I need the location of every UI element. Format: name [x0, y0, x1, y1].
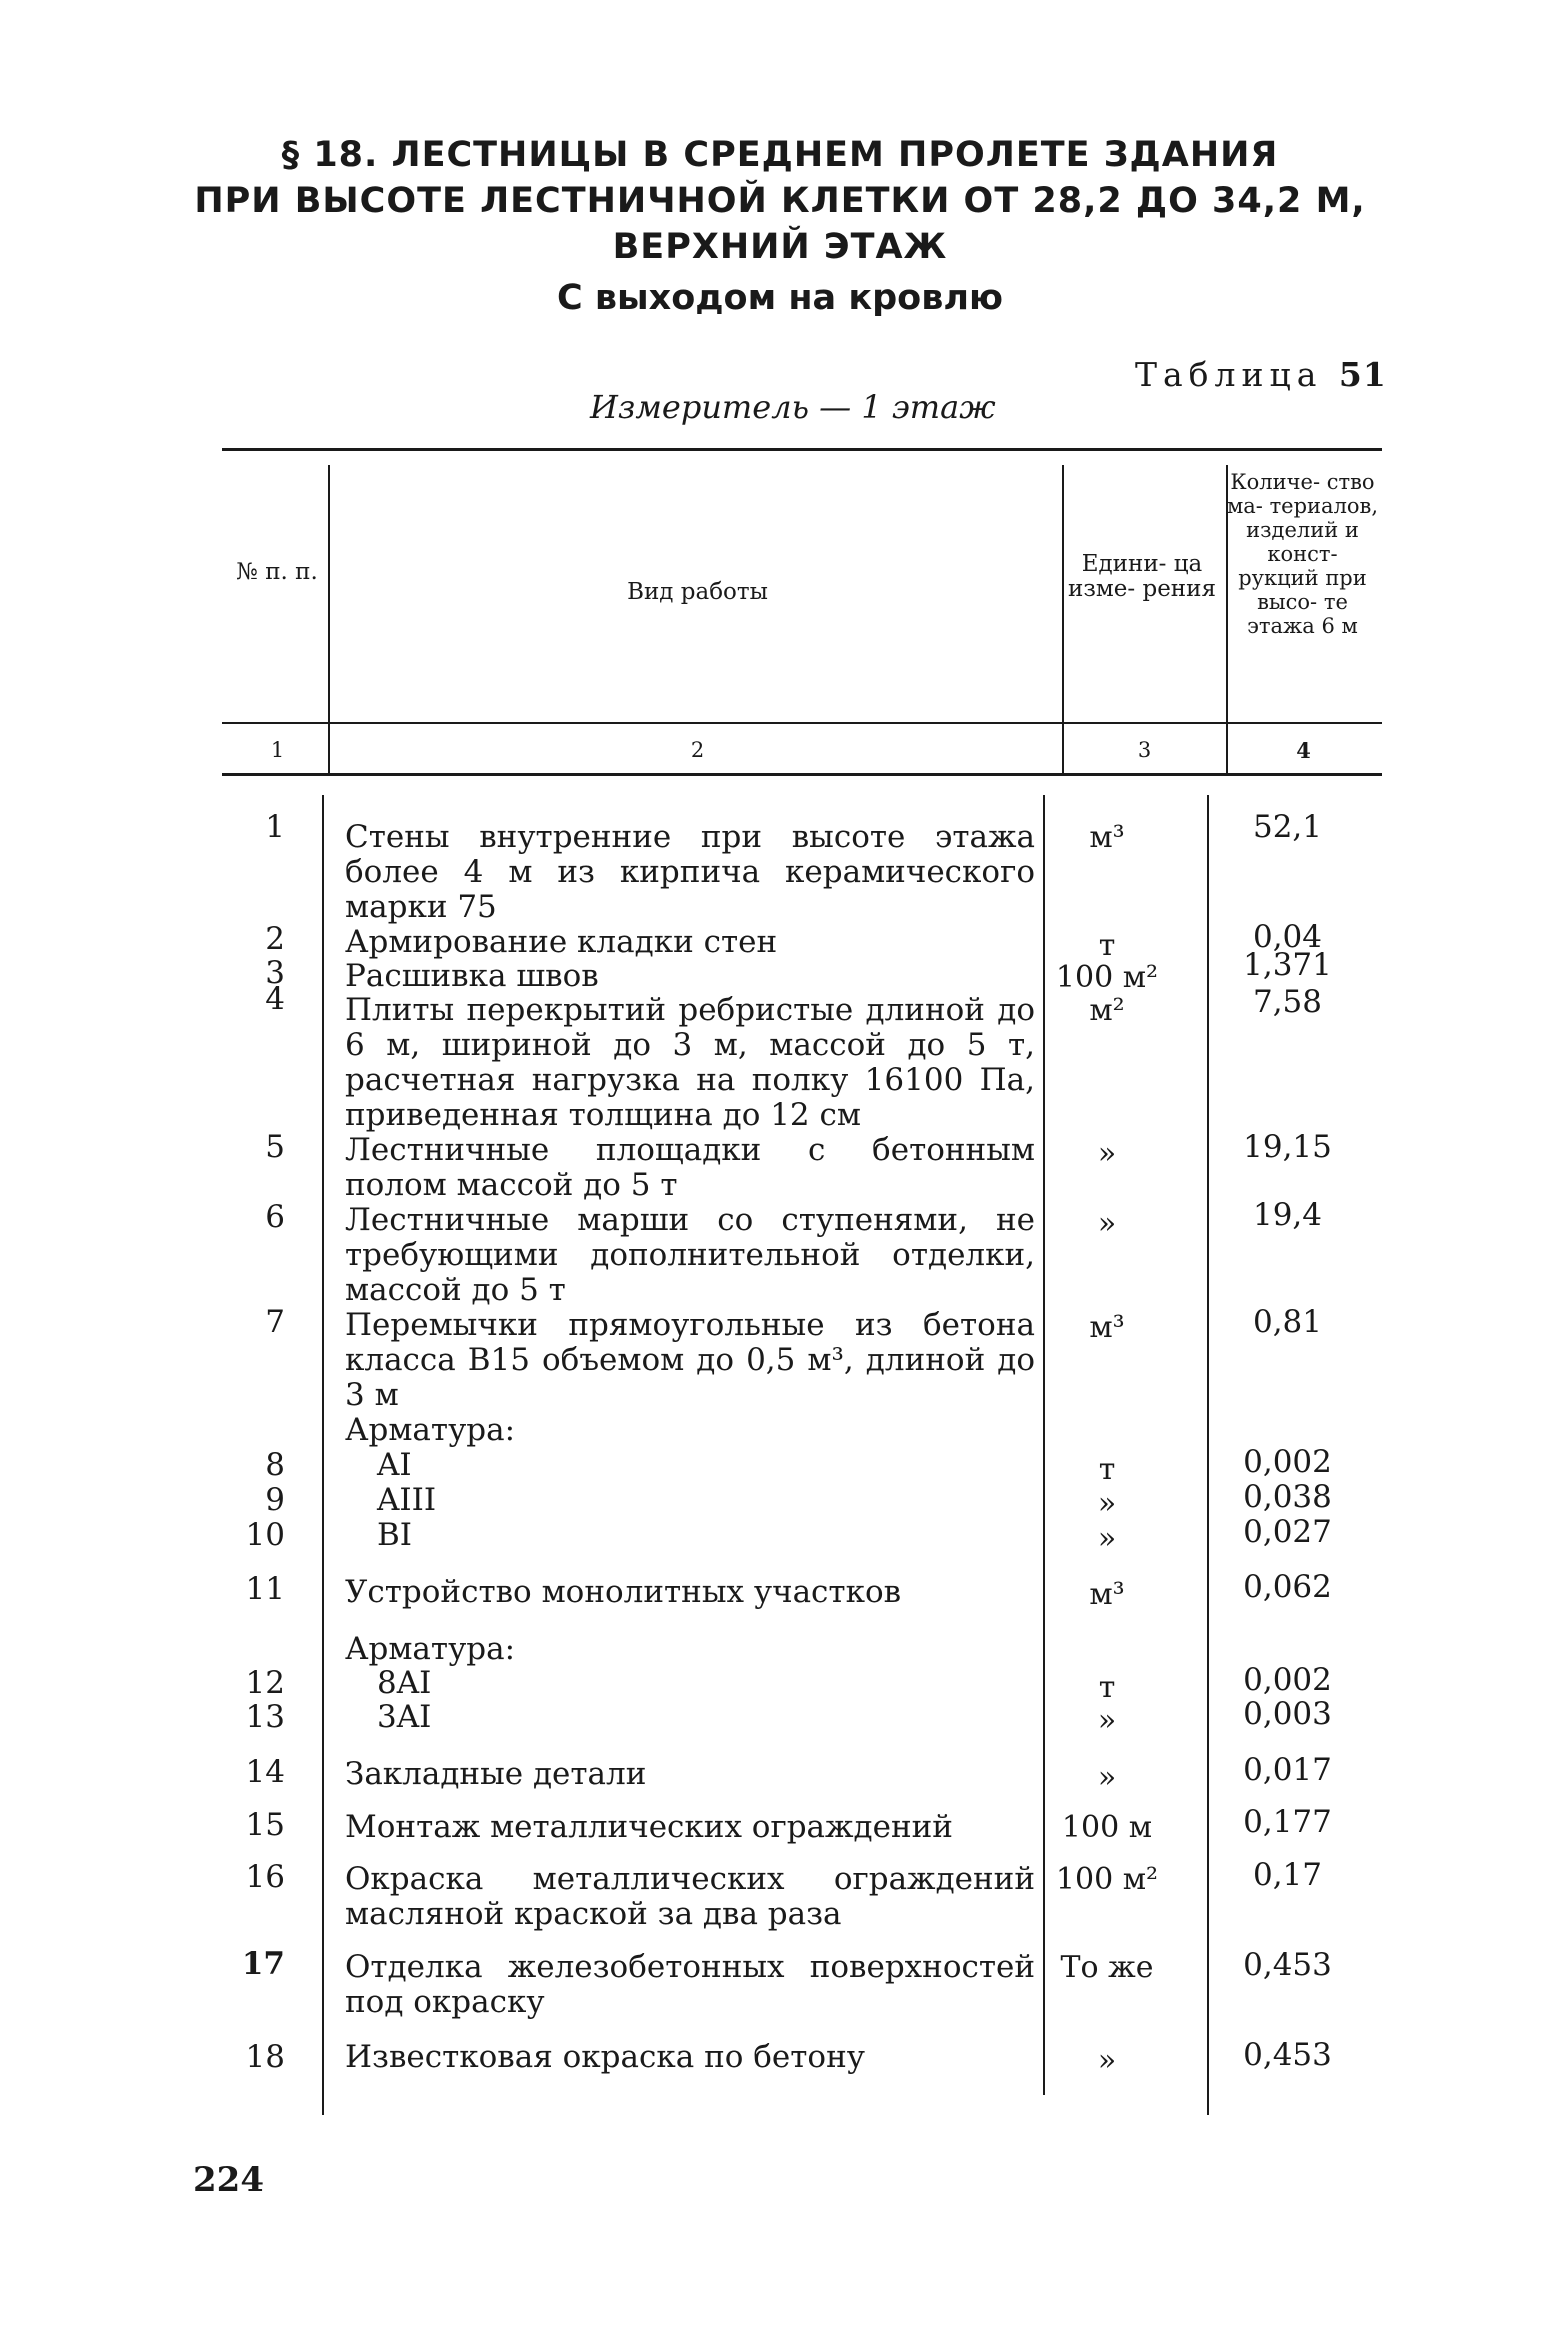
row-unit: »	[1097, 1521, 1117, 1556]
row-qty: 0,04	[1252, 919, 1323, 955]
row-unit: т	[1098, 1670, 1116, 1705]
row-work: AI	[377, 1447, 412, 1483]
row-qty: 7,58	[1252, 984, 1323, 1020]
row-qty: 0,81	[1252, 1304, 1323, 1340]
row-qty: 0,062	[1243, 1569, 1332, 1605]
column-divider-2-body	[1043, 795, 1045, 2095]
row-number: 11	[245, 1571, 285, 1607]
row-unit: м³	[1089, 820, 1125, 855]
row-unit: 100 м²	[1055, 1862, 1159, 1897]
header-work: Вид работы	[627, 579, 768, 605]
column-divider-1-body	[322, 795, 324, 2115]
row-qty: 0,002	[1243, 1444, 1332, 1480]
row-work: Плиты перекрытий ребристые длиной до 6 м, шириной до 3 м, массой до 5 т, расчетная нагрузка на полку 16100 Па, приведенная толщина до 12 см	[345, 992, 1035, 1133]
row-qty: 52,1	[1252, 809, 1323, 845]
table-label	[1135, 355, 1387, 394]
row-qty: 0,038	[1243, 1479, 1332, 1515]
row-number: 14	[245, 1754, 285, 1790]
column-divider-1	[328, 465, 330, 775]
row-work: Арматура:	[345, 1631, 516, 1667]
section-title-line-1: § 18. ЛЕСТНИЦЫ В СРЕДНЕМ ПРОЛЕТЕ ЗДАНИЯ	[281, 135, 1279, 175]
header-rule	[222, 722, 1382, 724]
row-work: Отделка железобетонных поверхностей под окраску	[345, 1949, 1035, 2020]
row-qty: 0,002	[1243, 1662, 1332, 1698]
row-qty: 0,003	[1243, 1696, 1332, 1732]
row-qty: 0,17	[1252, 1857, 1323, 1893]
row-work: Перемычки прямоугольные из бетона класса В15 объемом до 0,5 м³, длиной до 3 м	[345, 1307, 1035, 1413]
row-work: Расшивка швов	[345, 958, 599, 994]
row-number: 3	[265, 955, 285, 991]
row-work: Лестничные площадки с бетонным полом массой до 5 т	[345, 1132, 1035, 1203]
row-work: 8AI	[377, 1665, 432, 1701]
row-number: 1	[265, 809, 285, 845]
header-qty: Количе- ство ма- териалов, изделий и конст- рукций при высо- те этажа 6 м	[1226, 470, 1379, 638]
row-qty: 0,027	[1243, 1514, 1332, 1550]
row-number: 13	[245, 1699, 285, 1735]
column-divider-2	[1062, 465, 1064, 775]
row-number: 6	[265, 1199, 285, 1235]
row-work: BI	[377, 1517, 413, 1553]
row-unit: т	[1098, 1452, 1116, 1487]
row-work: Закладные детали	[345, 1756, 647, 1792]
row-work: 3AI	[377, 1699, 432, 1735]
header-unit: Едини- ца изме- рения	[1068, 551, 1216, 602]
row-number: 8	[265, 1447, 285, 1483]
row-number: 2	[265, 921, 285, 957]
row-unit: м²	[1089, 993, 1125, 1028]
row-number: 17	[241, 1946, 285, 1982]
section-title-line-3: ВЕРХНИЙ ЭТАЖ	[612, 227, 948, 267]
row-number: 10	[245, 1517, 285, 1553]
row-unit: То же	[1060, 1950, 1154, 1985]
row-unit: »	[1097, 1760, 1117, 1795]
row-unit: м³	[1089, 1577, 1125, 1612]
colnum-rule	[222, 773, 1382, 776]
row-qty: 19,4	[1252, 1197, 1323, 1233]
row-number: 15	[245, 1807, 285, 1843]
row-unit: »	[1097, 1136, 1117, 1171]
row-work: Монтаж металлических ограждений	[345, 1809, 953, 1845]
row-number: 9	[265, 1482, 285, 1518]
row-work: Устройство монолитных участков	[345, 1574, 902, 1610]
column-divider-3-body	[1207, 795, 1209, 2115]
column-number-2: 2	[690, 738, 705, 762]
table-number: 51	[1338, 355, 1387, 394]
row-unit: »	[1097, 1206, 1117, 1241]
row-qty: 0,177	[1243, 1804, 1332, 1840]
row-number: 4	[265, 981, 285, 1017]
column-number-1: 1	[270, 738, 285, 762]
row-unit: м³	[1089, 1310, 1125, 1345]
section-title-line-2: ПРИ ВЫСОТЕ ЛЕСТНИЧНОЙ КЛЕТКИ ОТ 28,2 ДО 34,2 М,	[194, 181, 1366, 221]
row-unit: »	[1097, 1703, 1117, 1738]
row-qty: 0,017	[1243, 1752, 1332, 1788]
row-unit: 100 м²	[1055, 960, 1159, 995]
header-num: № п. п.	[236, 559, 318, 585]
row-number: 7	[265, 1304, 285, 1340]
page-number: 224	[193, 2160, 264, 2200]
row-qty: 1,371	[1243, 947, 1332, 983]
row-unit: »	[1097, 1486, 1117, 1521]
row-number: 16	[245, 1859, 285, 1895]
row-work: AIII	[377, 1482, 437, 1518]
row-qty: 0,453	[1243, 2037, 1332, 2073]
row-unit: »	[1097, 2043, 1117, 2078]
row-unit: 100 м	[1061, 1810, 1153, 1845]
row-number: 5	[265, 1129, 285, 1165]
column-number-3: 3	[1137, 738, 1152, 762]
meter-caption: Измеритель — 1 этаж	[590, 388, 996, 426]
row-work: Арматура:	[345, 1412, 516, 1448]
row-number: 18	[245, 2039, 285, 2075]
row-work: Окраска металлических ограждений масляной краской за два раза	[345, 1861, 1035, 1932]
row-work: Армирование кладки стен	[345, 924, 778, 960]
table-label-text: Таблица	[1135, 355, 1323, 394]
row-work: Известковая окраска по бетону	[345, 2039, 865, 2075]
row-qty: 0,453	[1243, 1947, 1332, 1983]
row-work: Стены внутренние при высоте этажа более 4 м из кирпича керамического марки 75	[345, 819, 1035, 925]
row-work: Лестничные марши со ступенями, не требующими дополнительной отделки, массой до 5 т	[345, 1202, 1035, 1308]
row-unit: т	[1098, 928, 1116, 963]
column-number-4: 4	[1296, 738, 1311, 763]
subtitle: С выходом на кровлю	[556, 278, 1004, 318]
row-number: 12	[245, 1665, 285, 1701]
table-top-rule	[222, 448, 1382, 451]
row-qty: 19,15	[1243, 1129, 1332, 1165]
